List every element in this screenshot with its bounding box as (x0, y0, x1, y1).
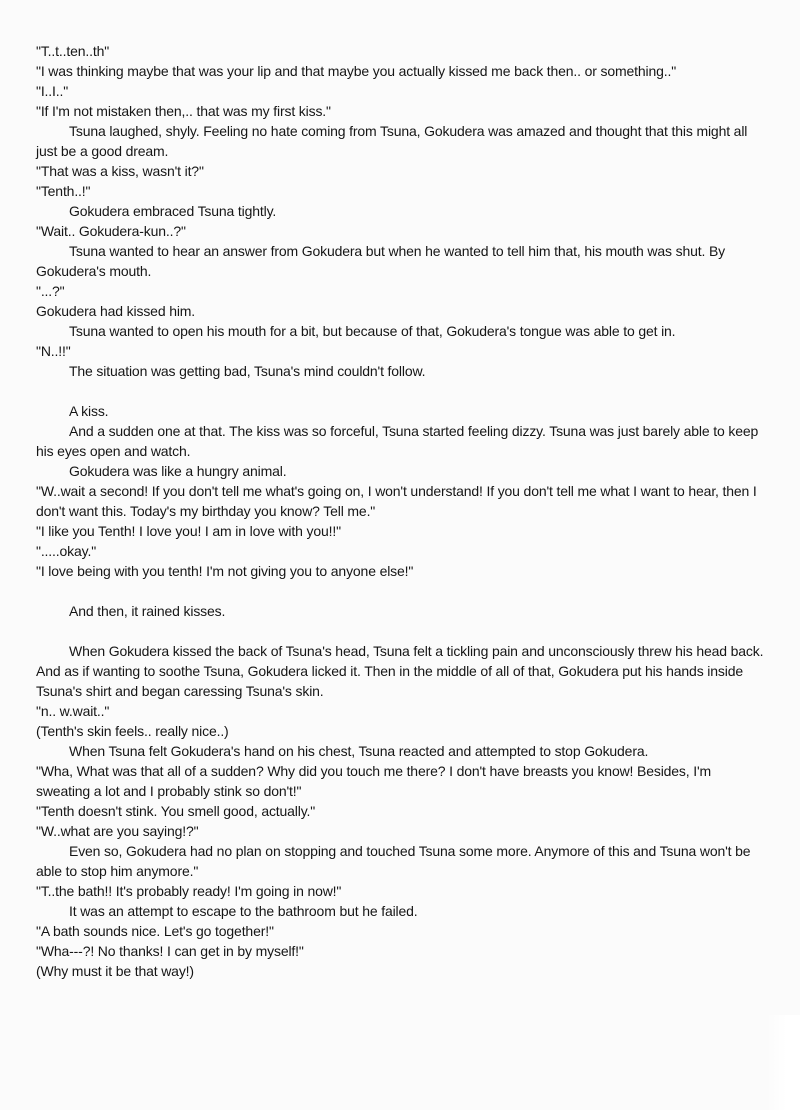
paragraph: Gokudera had kissed him. (36, 303, 196, 319)
paragraph: ".....okay." (36, 543, 97, 559)
story-text (36, 41, 767, 981)
paragraph: "I was thinking maybe that was your lip and that maybe you actually kissed me back then.. or something.." (36, 63, 677, 79)
paragraph: When Gokudera kissed the back of Tsuna's head, Tsuna felt a tickling pain and unconsciously threw his head back. And as if wanting to soothe Tsuna, Gokudera licked it. Then in the middle of all of that, Gokudera put his hands inside Tsuna's shirt and began caressing Tsuna's skin. (36, 643, 767, 699)
paragraph: "Wha, What was that all of a sudden? Why did you touch me there? I don't have breasts you know! Besides, I'm sweating a lot and I probably stink so don't!" (36, 763, 715, 799)
paragraph: "I..I.." (36, 83, 69, 99)
paragraph: "Wait.. Gokudera-kun..?" (36, 223, 186, 239)
paragraph: "T..the bath!! It's probably ready! I'm going in now!" (36, 883, 342, 899)
paragraph: A kiss. (69, 403, 109, 419)
paragraph: "I love being with you tenth! I'm not giving you to anyone else!" (36, 563, 414, 579)
paragraph: (Tenth's skin feels.. really nice..) (36, 723, 229, 739)
paragraph: "W..wait a second! If you don't tell me what's going on, I won't understand! If you don't tell me what I want to hear, then I don't want this. Today's my birthday you know? Tell me." (36, 483, 761, 519)
paragraph: Tsuna laughed, shyly. Feeling no hate coming from Tsuna, Gokudera was amazed and thought that this might all just be a good dream. (36, 123, 751, 159)
paragraph: "That was a kiss, wasn't it?" (36, 163, 204, 179)
scroll-corner (766, 1015, 800, 1110)
paragraph: And then, it rained kisses. (69, 603, 226, 619)
paragraph: It was an attempt to escape to the bathroom but he failed. (69, 903, 418, 919)
paragraph: "Wha---?! No thanks! I can get in by myself!" (36, 943, 304, 959)
paragraph: "T..t..ten..th" (36, 43, 110, 59)
paragraph: "Tenth doesn't stink. You smell good, actually." (36, 803, 316, 819)
blank-line (36, 621, 764, 641)
blank-line (36, 581, 764, 601)
paragraph: "If I'm not mistaken then,.. that was my first kiss." (36, 103, 331, 119)
paragraph: Even so, Gokudera had no plan on stopping and touched Tsuna some more. Anymore of this and Tsuna won't be able to stop him anymore." (36, 843, 755, 879)
blank-line (36, 381, 764, 401)
paragraph: "n.. w.wait.." (36, 703, 110, 719)
paragraph: Tsuna wanted to open his mouth for a bit, but because of that, Gokudera's tongue was able to get in. (69, 323, 676, 339)
paragraph: When Tsuna felt Gokudera's hand on his chest, Tsuna reacted and attempted to stop Gokudera. (69, 743, 649, 759)
paragraph: Tsuna wanted to hear an answer from Gokudera but when he wanted to tell him that, his mouth was shut. By Gokudera's mouth. (36, 243, 729, 279)
paragraph: "W..what are you saying!?" (36, 823, 199, 839)
paragraph: "...?" (36, 283, 65, 299)
paragraph: Gokudera was like a hungry animal. (69, 463, 287, 479)
paragraph: (Why must it be that way!) (36, 963, 194, 979)
paragraph: "I like you Tenth! I love you! I am in love with you!!" (36, 523, 341, 539)
paragraph: The situation was getting bad, Tsuna's mind couldn't follow. (69, 363, 426, 379)
paragraph: "N..!!" (36, 343, 71, 359)
paragraph: And a sudden one at that. The kiss was so forceful, Tsuna started feeling dizzy. Tsuna was just barely able to keep his eyes open and watch. (36, 423, 762, 459)
paragraph: "A bath sounds nice. Let's go together!" (36, 923, 274, 939)
paragraph: Gokudera embraced Tsuna tightly. (69, 203, 277, 219)
paragraph: "Tenth..!" (36, 183, 91, 199)
